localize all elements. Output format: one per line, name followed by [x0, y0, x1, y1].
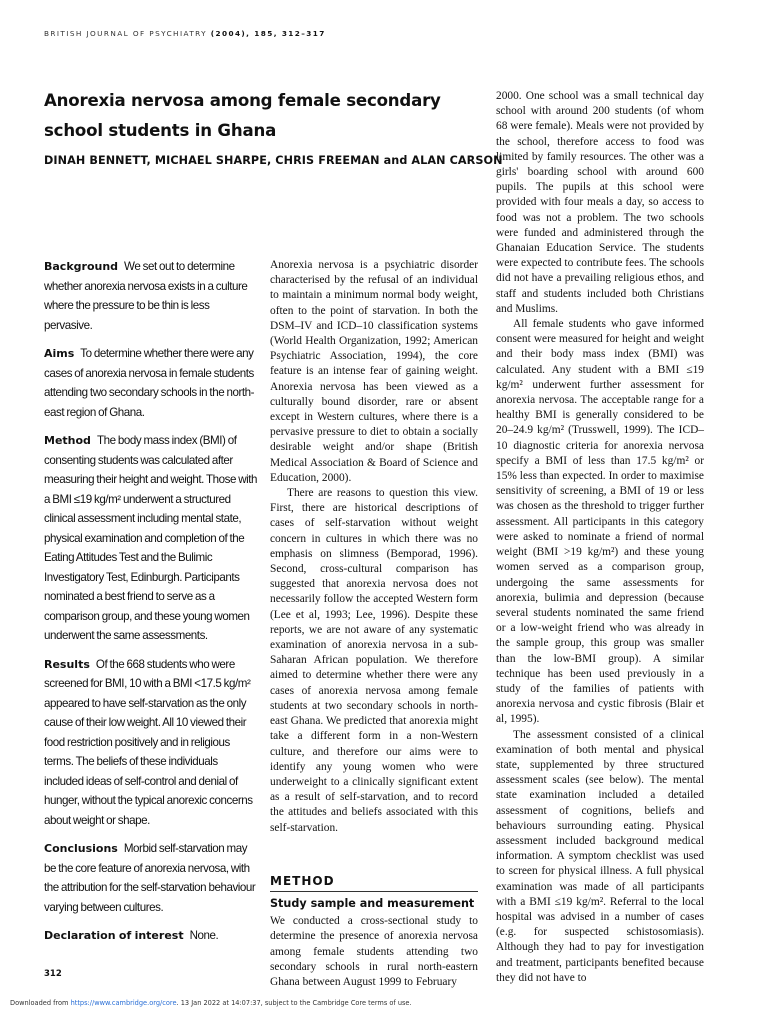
abstract-label: Method	[44, 434, 91, 447]
download-footer	[10, 999, 412, 1007]
abstract-label: Background	[44, 260, 119, 273]
journal-header	[44, 29, 326, 38]
article-title: Anorexia nervosa among female secondary school students in Ghana	[44, 91, 441, 140]
abstract-background	[44, 257, 258, 335]
abstract-declaration	[44, 926, 258, 946]
abstract-text: The body mass index (BMI) of consenting students was calculated after measuring their height and weight. Those with a BMI ≤19 kg/m² underwent a structured clinical assessment including mental state, physical examination and completion of the Eating Attitudes Test and the Bulimic Investigatory Test, Edinburgh. Participants nominated a best friend to serve as a comparison group, and these young women underwent the same assessments.	[44, 434, 258, 642]
body-paragraph: All female students who gave informed consent were measured for height and weight and their body mass index (BMI) was calculated. Any student with a BMI ≤19 kg/m² underwent further assessment for anorexia nervosa. The acceptable range for a healthy BMI is generally considered to be 20–24.9 kg/m² (Trusswell, 1999). The ICD–10 diagnostic criteria for anorexia nervosa specify a BMI of less than 17.5 kg/m² or 15% less than expected. In order to maximise sensitivity of screening, a BMI of 19 or less was chosen as the threshold to trigger further assessment. All participants in this category were asked to nominate a friend of normal weight (BMI >19 kg/m²) and these young women served as a comparison group, undergoing the same assessments for anorexia, bulimia and depression (because several students nominated the same friend or a low-weight friend who was already in the sample group, this group was smaller than the low-BMI group). A similar technique has been used previously in a study of the families of patients with anorexia nervosa and cystic fibrosis (Blair et al, 1995).	[496, 318, 704, 726]
page-number: 312	[44, 969, 62, 979]
footer-prefix: Downloaded from	[10, 999, 71, 1007]
subsection-heading: Study sample and measurement	[270, 896, 475, 910]
abstract	[44, 257, 258, 955]
abstract-label: Results	[44, 657, 90, 671]
body-paragraph: The assessment consisted of a clinical examination of both mental and physical state, supplemented by three structured assessment scales (see below). The mental state examination included a detailed assessment of cognitions, beliefs and behaviours surrounding eating. Physical assessment included background medical information. A symptom checklist was used to screen for physical illness. A full physical examination was made of all participants with a BMI ≤19 kg/m². Referral to the local hospital was advised in a number of cases (e.g. for suspected schistosomiasis). Although they had to pay for investigation and treatment, participants benefited because they did not have to	[496, 728, 704, 984]
abstract-text: Of the 668 students who were screened for BMI, 10 with a BMI <17.5 kg/m² appeared to have self-starvation as the only cause of their low weight. All 10 viewed their food restriction positively and in religious terms. The beliefs of these individuals included ideas of self-control and denial of hunger, without the typical anorexic concerns about weight or shape.	[44, 657, 253, 827]
body-paragraph: 2000. One school was a small technical day school with around 200 students (of whom 68 were female). Meals were not provided by the school, therefore access to food was limited by family resources. The other was a girls' boarding school with around 600 pupils. The pupils at this school were provided with four meals a day, so access to food was not a problem. The two schools were funded and administered through the Ghanaian Education Service. The students were expected to contribute fees. The schools did not have a prevailing religious ethos, and staff and students included both Christians and Muslims.	[496, 90, 704, 315]
cambridge-core-link[interactable]: https://www.cambridge.org/core	[70, 999, 177, 1007]
abstract-aims	[44, 344, 258, 422]
abstract-label: Declaration of interest	[44, 929, 184, 942]
abstract-conclusions	[44, 839, 258, 917]
middle-column	[270, 258, 478, 990]
right-column	[496, 89, 704, 986]
body-paragraph: Anorexia nervosa is a psychiatric disorder characterised by the refusal of an individual to maintain a minimum normal body weight, often to the point of starvation. In both the DSM–IV and ICD–10 classification systems (World Health Organization, 1992; American Psychiatric Association, 1994), the core feature is an intense fear of gaining weight. Anorexia nervosa has been viewed as a culturally bound disorder, rare or absent except in Western cultures, where there is a pervasive pressure to diet to obtain a socially desirable weight and/or shape (British Medical Association & Board of Science and Education, 2000).	[270, 259, 478, 484]
section-heading: METHOD	[270, 874, 478, 892]
abstract-text: None.	[189, 929, 219, 942]
authors: DINAH BENNETT, MICHAEL SHARPE, CHRIS FREEMAN and ALAN CARSON	[44, 154, 503, 167]
body-paragraph: We conducted a cross-sectional study to determine the presence of anorexia nervosa among female students attending two secondary schools in rural north-eastern Ghana between August 1999 to February	[270, 915, 478, 988]
journal-citation: (2004), 185, 312–317	[210, 29, 326, 38]
journal-name: BRITISH JOURNAL OF PSYCHIATRY	[44, 29, 208, 38]
abstract-label: Aims	[44, 347, 75, 360]
abstract-text: We set out to determine whether anorexia nervosa exists in a culture where the pressure to be thin is less pervasive.	[44, 260, 248, 332]
abstract-method	[44, 431, 258, 646]
abstract-text: To determine whether there were any cases of anorexia nervosa in female students attending two secondary schools in the north-east region of Ghana.	[44, 347, 255, 419]
footer-suffix: . 13 Jan 2022 at 14:07:37, subject to the Cambridge Core terms of use.	[176, 999, 412, 1007]
abstract-results	[44, 655, 258, 831]
abstract-label: Conclusions	[44, 842, 118, 855]
abstract-text: Morbid self-starvation may be the core feature of anorexia nervosa, with the attribution for the self-starvation behaviour varying between cultures.	[44, 842, 256, 914]
body-paragraph: There are reasons to question this view. First, there are historical descriptions of cases of self-starvation without weight concern in cultures in which there was no emphasis on slimness (Bemporad, 1996). Second, cross-cultural comparison has suggested that anorexia nervosa does not necessarily follow the accepted Western form (Lee et al, 1993; Lee, 1996). Despite these reports, we are not aware of any systematic examination of anorexia nervosa in a sub-Saharan African population. We therefore aimed to determine whether there were any cases of anorexia nervosa among female students at two secondary schools in north-east Ghana. We predicted that anorexia might take a different form in a non-Western culture, and therefore our aims were to identify any young women who were underweight to a clinically significant extent as a result of self-starvation, and to record the attitudes and beliefs associated with this self-starvation.	[270, 487, 478, 834]
